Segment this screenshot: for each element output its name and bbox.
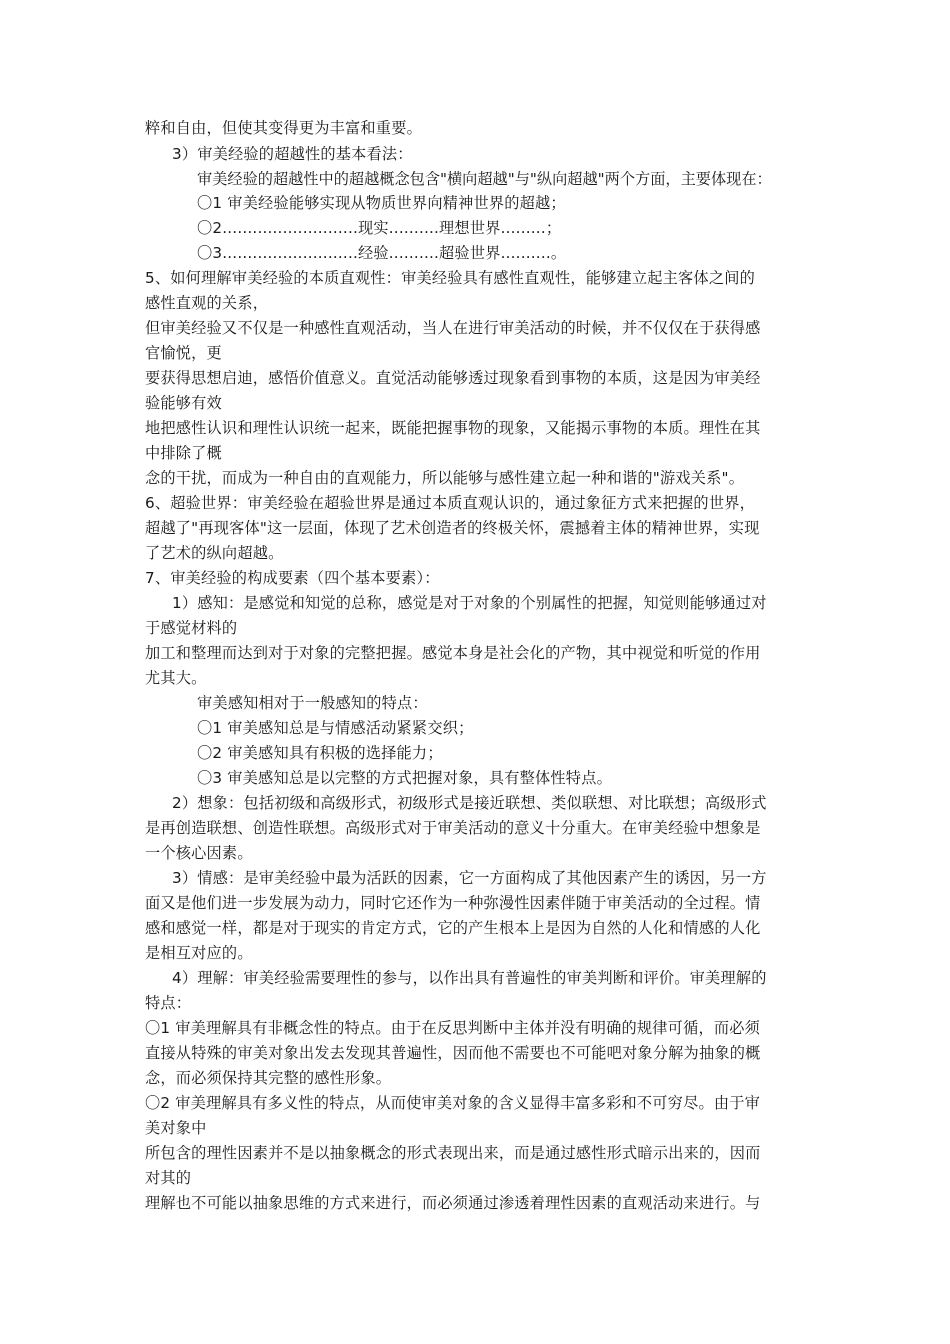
text-line: 4）理解：审美经验需要理性的参与，以作出具有普遍性的审美判断和评价。审美理解的: [172, 969, 767, 987]
text-line: 理解也不可能以抽象思维的方式来进行，而必须通过渗透着理性因素的直观活动来进行。与: [145, 1194, 761, 1212]
text-line: 感性直观的关系，: [145, 294, 269, 312]
text-line: 〇1 审美经验能够实现从物质世界向精神世界的超越；: [197, 194, 566, 212]
text-line: 了艺术的纵向超越。: [145, 544, 284, 562]
text-line: 超越了"再现客体"这一层面，体现了艺术创造者的终极关怀，震撼着主体的精神世界，实现: [145, 519, 760, 537]
text-line: 粹和自由，但使其变得更为丰富和重要。: [145, 119, 422, 137]
text-line: 审美感知相对于一般感知的特点：: [197, 694, 428, 712]
text-line: 〇3 审美感知总是以完整的方式把握对象，具有整体性特点。: [197, 769, 612, 787]
text-line: 要获得思想启迪，感悟价值意义。直觉活动能够透过现象看到事物的本质，这是因为审美经: [145, 369, 761, 387]
text-line: 感和感觉一样，都是对于现实的肯定方式，它的产生根本上是因为自然的人化和情感的人化: [145, 919, 761, 937]
text-line: 〇2 审美理解具有多义性的特点，从而使审美对象的含义显得丰富多彩和不可穷尽。由于审: [145, 1094, 761, 1112]
text-line: 〇1 审美感知总是与情感活动紧紧交织；: [197, 719, 474, 737]
text-line: 念，而必须保持其完整的感性形象。: [145, 1069, 392, 1087]
text-line: 〇2...........................现实..........理想世界.........；: [197, 219, 562, 237]
text-line: 审美经验的超越性中的超越概念包含"横向超越"与"纵向超越"两个方面，主要体现在：: [197, 170, 772, 188]
text-line: 〇2 审美感知具有积极的选择能力；: [197, 744, 443, 762]
text-line: 地把感性认识和理性认识统一起来，既能把握事物的现象，又能揭示事物的本质。理性在其: [145, 419, 761, 437]
text-line: 是相互对应的。: [145, 944, 253, 962]
text-line: 1）感知：是感觉和知觉的总称，感觉是对于对象的个别属性的把握，知觉则能够通过对: [172, 594, 767, 612]
text-line: 〇1 审美理解具有非概念性的特点。由于在反思判断中主体并没有明确的规律可循，而必须: [145, 1019, 761, 1037]
text-line: 3）情感：是审美经验中最为活跃的因素，它一方面构成了其他因素产生的诱因，另一方: [172, 869, 767, 887]
text-line: 6、超验世界：审美经验在超验世界是通过本质直观认识的，通过象征方式来把握的世界，: [145, 494, 755, 512]
text-line: 面又是他们进一步发展为动力，同时它还作为一种弥漫性因素伴随于审美活动的全过程。情: [145, 894, 761, 912]
text-line: 2）想象：包括初级和高级形式，初级形式是接近联想、类似联想、对比联想；高级形式: [172, 794, 767, 812]
text-line: 一个核心因素。: [145, 844, 253, 862]
text-line: 于感觉材料的: [145, 619, 238, 637]
text-line: 直接从特殊的审美对象出发去发现其普遍性，因而他不需要也不可能吧对象分解为抽象的概: [145, 1044, 761, 1062]
text-line: 特点：: [145, 994, 192, 1012]
text-line: 但审美经验又不仅是一种感性直观活动，当人在进行审美活动的时候，并不仅仅在于获得感: [145, 319, 761, 337]
text-line: 7、审美经验的构成要素（四个基本要素）：: [145, 569, 440, 587]
text-line: 官愉悦，更: [145, 344, 222, 362]
text-line: 验能够有效: [145, 394, 222, 412]
text-line: 所包含的理性因素并不是以抽象概念的形式表现出来，而是通过感性形式暗示出来的，因而: [145, 1144, 761, 1162]
text-line: 3）审美经验的超越性的基本看法：: [172, 145, 413, 163]
text-line: 加工和整理而达到对于对象的完整把握。感觉本身是社会化的产物，其中视觉和听觉的作用: [145, 644, 761, 662]
text-line: 尤其大。: [145, 669, 207, 687]
text-line: 美对象中: [145, 1119, 207, 1137]
text-line: 是再创造联想、创造性联想。高级形式对于审美活动的意义十分重大。在审美经验中想象是: [145, 819, 761, 837]
text-line: 对其的: [145, 1169, 192, 1187]
text-line: 中排除了概: [145, 444, 222, 462]
text-line: 5、如何理解审美经验的本质直观性：审美经验具有感性直观性，能够建立起主客体之间的: [145, 269, 755, 287]
text-line: 〇3...........................经验..........超验世界..........。: [197, 244, 567, 262]
text-line: 念的干扰，而成为一种自由的直观能力，所以能够与感性建立起一种和谐的"游戏关系"。: [145, 469, 745, 487]
